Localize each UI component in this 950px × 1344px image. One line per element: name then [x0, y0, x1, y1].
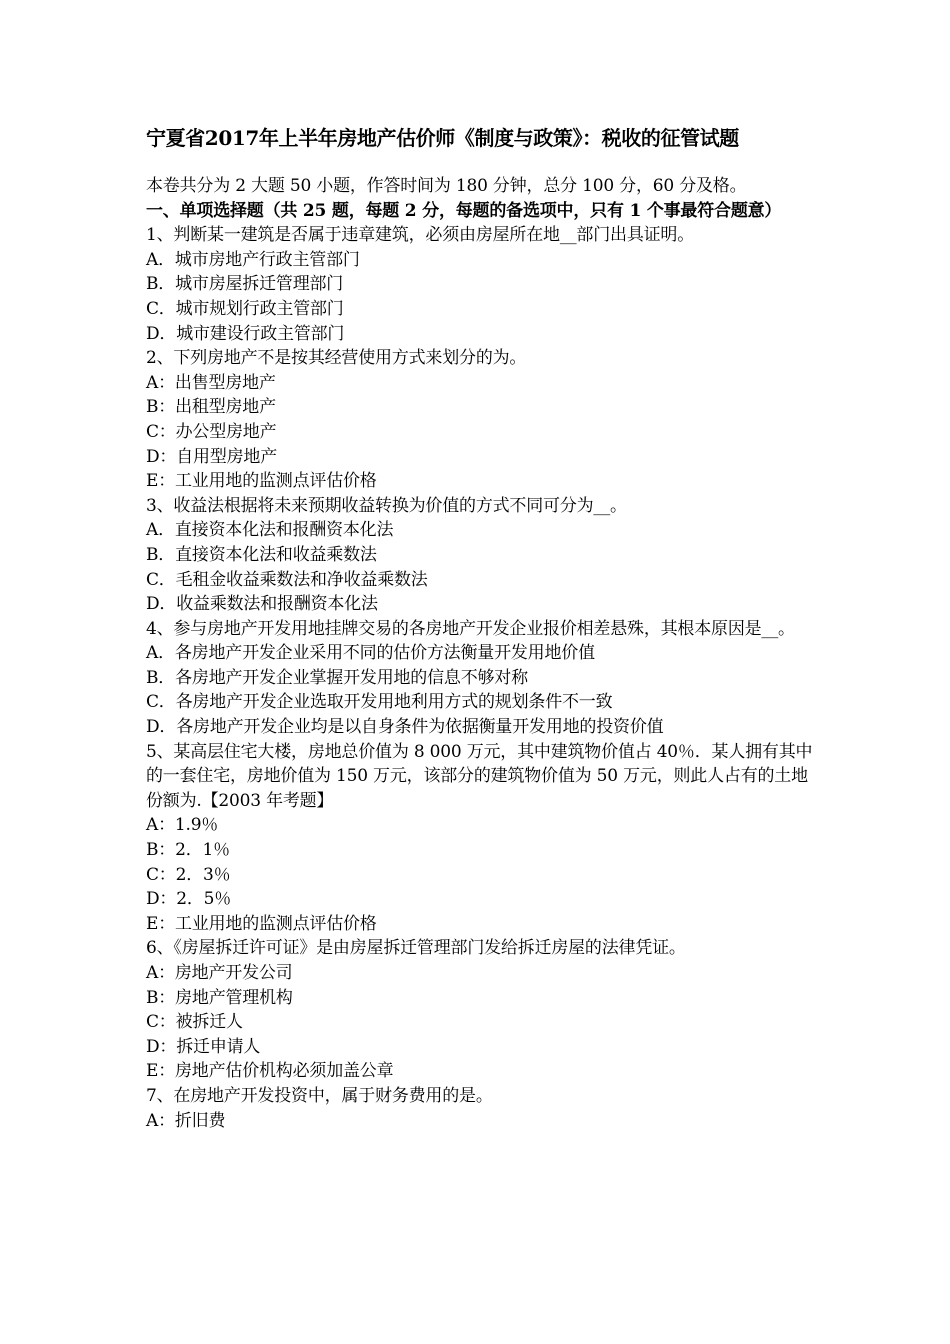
question-option: A：出售型房地产: [146, 372, 276, 393]
question-option: D．城市建设行政主管部门: [146, 323, 345, 344]
question-option: B：房地产管理机构: [146, 987, 293, 1008]
question-5: [146, 740, 814, 937]
question-stem: 3、收益法根据将未来预期收益转换为价值的方式不同可分为__。: [146, 495, 627, 516]
question-option: A．各房地产开发企业采用不同的估价方法衡量开发用地价值: [146, 643, 595, 664]
question-option: C：被拆迁人: [146, 1012, 243, 1033]
question-7: [146, 1084, 814, 1133]
question-option: B：2．1％: [146, 840, 230, 861]
question-option: E：工业用地的监测点评估价格: [146, 913, 377, 934]
question-stem: 4、参与房地产开发用地挂牌交易的各房地产开发企业报价相差悬殊，其根本原因是__。: [146, 618, 795, 639]
question-option: B：出租型房地产: [146, 397, 276, 418]
exam-intro: 本卷共分为 2 大题 50 小题，作答时间为 180 分钟，总分 100 分，60 分及格。: [146, 176, 747, 196]
document-title: 宁夏省2017年上半年房地产估价师《制度与政策》：税收的征管试题: [146, 126, 739, 150]
question-option: E：工业用地的监测点评估价格: [146, 471, 377, 492]
question-option: C：2．3％: [146, 864, 231, 885]
question-2: [146, 346, 814, 494]
question-option: C：办公型房地产: [146, 421, 277, 442]
question-option: C．毛租金收益乘数法和净收益乘数法: [146, 569, 428, 590]
question-option: A：折旧费: [146, 1110, 226, 1131]
question-option: A：1.9％: [146, 815, 219, 836]
question-stem: 5、某高层住宅大楼，房地总价值为 8 000 万元，其中建筑物价值占 40％．某人拥有其中的一套住宅，房地价值为 150 万元，该部分的建筑物价值为 50 万元，则此人占有的土地份额为.【2003 年考题】: [146, 741, 813, 811]
document-body: [146, 174, 814, 1133]
question-option: C．各房地产开发企业选取开发用地利用方式的规划条件不一致: [146, 692, 613, 713]
question-option: D：2．5％: [146, 889, 232, 910]
question-4: [146, 617, 814, 740]
section-heading: 一、单项选择题（共 25 题，每题 2 分，每题的备选项中，只有 1 个事最符合题意）: [146, 200, 782, 221]
question-option: E：房地产估价机构必须加盖公章: [146, 1061, 394, 1082]
question-option: D．收益乘数法和报酬资本化法: [146, 594, 378, 615]
question-stem: 7、在房地产开发投资中，属于财务费用的是。: [146, 1085, 493, 1106]
question-option: A．城市房地产行政主管部门: [146, 249, 360, 270]
question-option: C．城市规划行政主管部门: [146, 298, 344, 319]
question-option: D．各房地产开发企业均是以自身条件为依据衡量开发用地的投资价值: [146, 717, 664, 738]
question-1: [146, 223, 814, 346]
question-option: B．城市房屋拆迁管理部门: [146, 274, 344, 295]
question-stem: 2、下列房地产不是按其经营使用方式来划分的为。: [146, 348, 527, 369]
question-option: A．直接资本化法和报酬资本化法: [146, 520, 394, 541]
question-option: D：拆迁申请人: [146, 1036, 261, 1057]
question-stem: 1、判断某一建筑是否属于违章建筑，必须由房屋所在地__部门出具证明。: [146, 225, 695, 246]
question-option: B．直接资本化法和收益乘数法: [146, 544, 377, 565]
question-stem: 6、《房屋拆迁许可证》是由房屋拆迁管理部门发给拆迁房屋的法律凭证。: [146, 938, 686, 959]
question-option: A：房地产开发公司: [146, 963, 293, 983]
question-option: B．各房地产开发企业掌握开发用地的信息不够对称: [146, 667, 528, 688]
question-6: [146, 936, 814, 1084]
question-3: [146, 494, 814, 617]
question-option: D：自用型房地产: [146, 446, 278, 467]
